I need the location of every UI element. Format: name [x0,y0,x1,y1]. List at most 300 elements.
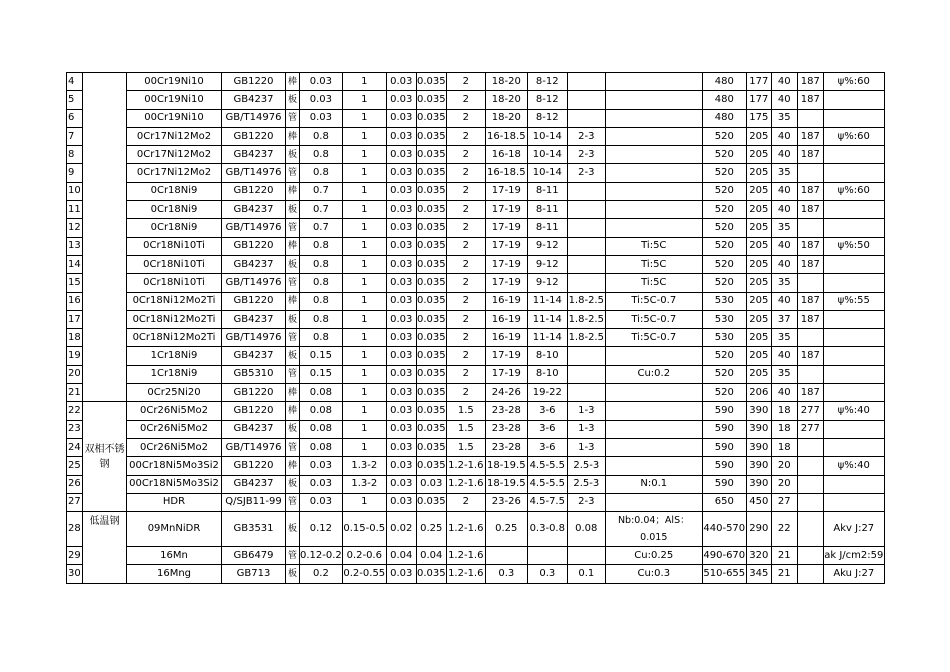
si-cell: 1 [342,420,386,438]
form-cell: 管 [286,219,300,237]
si-cell: 1 [342,127,386,145]
mn-cell: 1.2-1.6 [446,475,485,493]
mn-cell: 2 [446,201,485,219]
row-number-cell: 14 [67,255,83,273]
elongation-cell: 40 [771,182,797,200]
form-cell: 管 [286,109,300,127]
s-cell: 0.035 [416,127,446,145]
table-row [67,146,885,164]
remark-cell [823,164,884,182]
elongation-cell: 35 [771,274,797,292]
mo-cell: 1.8-2.5 [567,292,605,310]
table-row [67,384,885,402]
p-cell: 0.03 [386,438,416,456]
table-row [67,127,885,145]
standard-cell: GB4237 [222,91,286,109]
grade-cell: 0Cr26Ni5Mo2 [127,420,222,438]
remark-cell [823,365,884,383]
hardness-cell [797,475,823,493]
mn-cell: 1.5 [446,438,485,456]
mo-cell: 1-3 [567,420,605,438]
c-cell: 0.03 [300,457,343,475]
tensile-strength-cell: 520 [702,237,746,255]
cr-cell: 18-20 [485,73,527,91]
c-cell: 0.03 [300,493,343,511]
other-element-cell: Ti:5C-0.7 [605,292,702,310]
p-cell: 0.04 [386,547,416,565]
table-row [67,292,885,310]
elongation-cell: 35 [771,109,797,127]
other-element-cell [605,182,702,200]
other-element-cell [605,493,702,511]
ni-cell: 3-6 [527,402,567,420]
other-element-cell [605,438,702,456]
ni-cell: 0.3 [527,565,567,583]
p-cell: 0.02 [386,512,416,547]
mo-cell: 2-3 [567,164,605,182]
grade-cell: 0Cr25Ni20 [127,384,222,402]
s-cell: 0.035 [416,146,446,164]
other-element-cell [605,384,702,402]
standard-cell: GB713 [222,565,286,583]
table-row [67,201,885,219]
grade-cell: 0Cr18Ni9 [127,219,222,237]
si-cell: 1 [342,91,386,109]
grade-cell: 1Cr18Ni9 [127,347,222,365]
s-cell: 0.035 [416,365,446,383]
row-number-cell: 4 [67,73,83,91]
hardness-cell: 187 [797,201,823,219]
s-cell: 0.03 [416,475,446,493]
grade-cell: 0Cr17Ni12Mo2 [127,146,222,164]
p-cell: 0.03 [386,493,416,511]
row-number-cell: 15 [67,274,83,292]
standard-cell: GB4237 [222,420,286,438]
material-spec-table [66,72,885,584]
remark-cell [823,493,884,511]
other-element-cell: Cu:0.3 [605,565,702,583]
tensile-strength-cell: 590 [702,438,746,456]
table-row [67,91,885,109]
remark-cell: Akv J:27 [823,512,884,547]
ni-cell: 8-12 [527,73,567,91]
row-number-cell: 11 [67,201,83,219]
ni-cell: 8-11 [527,182,567,200]
mn-cell: 1.5 [446,420,485,438]
yield-strength-cell: 205 [746,237,771,255]
ni-cell: 9-12 [527,274,567,292]
cr-cell: 23-26 [485,493,527,511]
row-number-cell: 27 [67,493,83,511]
form-cell: 管 [286,329,300,347]
yield-strength-cell: 205 [746,146,771,164]
ni-cell [527,547,567,565]
standard-cell: GB/T14976 [222,164,286,182]
mn-cell: 2 [446,164,485,182]
hardness-cell [797,365,823,383]
table-row [67,547,885,565]
tensile-strength-cell: 590 [702,475,746,493]
cr-cell: 17-19 [485,219,527,237]
tensile-strength-cell: 440-570 [702,512,746,547]
s-cell: 0.035 [416,438,446,456]
other-element-cell: Cu:0.2 [605,365,702,383]
ni-cell: 10-14 [527,146,567,164]
row-number-cell: 13 [67,237,83,255]
mo-cell: 2.5-3 [567,457,605,475]
form-cell: 棒 [286,127,300,145]
standard-cell: GB3531 [222,512,286,547]
mo-cell [567,237,605,255]
remark-cell: ψ%:40 [823,402,884,420]
elongation-cell: 18 [771,438,797,456]
ni-cell: 8-10 [527,347,567,365]
remark-cell [823,201,884,219]
cr-cell: 0.3 [485,565,527,583]
yield-strength-cell: 290 [746,512,771,547]
elongation-cell: 35 [771,365,797,383]
tensile-strength-cell: 520 [702,347,746,365]
mn-cell: 2 [446,109,485,127]
other-element-cell [605,457,702,475]
table-row [67,182,885,200]
remark-cell [823,91,884,109]
remark-cell [823,475,884,493]
si-cell: 1 [342,310,386,328]
mo-cell: 2-3 [567,127,605,145]
ni-cell: 9-12 [527,255,567,273]
elongation-cell: 40 [771,384,797,402]
form-cell: 棒 [286,402,300,420]
hardness-cell: 277 [797,420,823,438]
yield-strength-cell: 175 [746,109,771,127]
hardness-cell [797,512,823,547]
c-cell: 0.8 [300,310,343,328]
remark-cell [823,384,884,402]
mn-cell: 1.2-1.6 [446,547,485,565]
si-cell: 1 [342,329,386,347]
form-cell: 板 [286,565,300,583]
remark-cell: ψ%:40 [823,457,884,475]
other-element-cell [605,73,702,91]
group-cell-low-temp: 低温钢 [83,512,127,584]
cr-cell: 16-19 [485,329,527,347]
grade-cell: 1Cr18Ni9 [127,365,222,383]
grade-cell: 00Cr18Ni5Mo3Si2 [127,457,222,475]
cr-cell: 17-19 [485,201,527,219]
standard-cell: GB/T14976 [222,109,286,127]
yield-strength-cell: 205 [746,292,771,310]
cr-cell: 0.25 [485,512,527,547]
hardness-cell: 187 [797,146,823,164]
other-element-cell [605,91,702,109]
hardness-cell [797,109,823,127]
si-cell: 1 [342,292,386,310]
remark-cell: ψ%:60 [823,182,884,200]
other-element-cell: Ti:5C-0.7 [605,329,702,347]
elongation-cell: 21 [771,547,797,565]
yield-strength-cell: 205 [746,127,771,145]
grade-cell: 0Cr18Ni9 [127,182,222,200]
row-number-cell: 8 [67,146,83,164]
row-number-cell: 22 [67,402,83,420]
mn-cell: 2 [446,182,485,200]
row-number-cell: 12 [67,219,83,237]
s-cell: 0.035 [416,347,446,365]
c-cell: 0.03 [300,109,343,127]
grade-cell: 09MnNiDR [127,512,222,547]
row-number-cell: 23 [67,420,83,438]
p-cell: 0.03 [386,109,416,127]
grade-cell: 00Cr19Ni10 [127,73,222,91]
grade-cell: 0Cr17Ni12Mo2 [127,127,222,145]
p-cell: 0.03 [386,182,416,200]
form-cell: 板 [286,512,300,547]
si-cell: 0.2-0.55 [342,565,386,583]
yield-strength-cell: 177 [746,73,771,91]
cr-cell: 17-19 [485,274,527,292]
group-cell-duplex: 双相不锈钢 [83,402,127,512]
mo-cell: 1-3 [567,438,605,456]
cr-cell: 24-26 [485,384,527,402]
tensile-strength-cell: 590 [702,457,746,475]
ni-cell: 11-14 [527,292,567,310]
p-cell: 0.03 [386,164,416,182]
yield-strength-cell: 390 [746,457,771,475]
table-row [67,347,885,365]
elongation-cell: 40 [771,127,797,145]
si-cell: 0.15-0.5 [342,512,386,547]
mn-cell: 2 [446,384,485,402]
group-cell-austenitic [83,73,127,402]
elongation-cell: 40 [771,237,797,255]
c-cell: 0.8 [300,127,343,145]
table-row [67,310,885,328]
hardness-cell: 187 [797,91,823,109]
form-cell: 棒 [286,457,300,475]
remark-cell [823,219,884,237]
p-cell: 0.03 [386,219,416,237]
row-number-cell: 28 [67,512,83,547]
grade-cell: 16Mn [127,547,222,565]
cr-cell: 18-19.5 [485,475,527,493]
s-cell: 0.035 [416,109,446,127]
s-cell: 0.035 [416,237,446,255]
s-cell: 0.035 [416,255,446,273]
si-cell: 1 [342,201,386,219]
p-cell: 0.03 [386,565,416,583]
mo-cell: 0.08 [567,512,605,547]
cr-cell: 16-18 [485,146,527,164]
table-row [67,237,885,255]
tensile-strength-cell: 480 [702,91,746,109]
mo-cell: 0.1 [567,565,605,583]
mo-cell [567,182,605,200]
p-cell: 0.03 [386,274,416,292]
mo-cell [567,73,605,91]
mo-cell [567,201,605,219]
other-element-cell [605,109,702,127]
form-cell: 管 [286,493,300,511]
grade-cell: 0Cr26Ni5Mo2 [127,438,222,456]
row-number-cell: 6 [67,109,83,127]
other-element-cell: Cu:0.25 [605,547,702,565]
mo-cell [567,219,605,237]
hardness-cell [797,457,823,475]
grade-cell: 0Cr18Ni10Ti [127,255,222,273]
mo-cell [567,347,605,365]
other-element-cell: Ti:5C-0.7 [605,310,702,328]
standard-cell: GB5310 [222,365,286,383]
form-cell: 板 [286,420,300,438]
hardness-cell: 277 [797,402,823,420]
tensile-strength-cell: 520 [702,127,746,145]
hardness-cell: 187 [797,310,823,328]
cr-cell: 17-19 [485,237,527,255]
grade-cell: 00Cr18Ni5Mo3Si2 [127,475,222,493]
tensile-strength-cell: 520 [702,201,746,219]
form-cell: 板 [286,91,300,109]
row-number-cell: 5 [67,91,83,109]
table-row [67,402,885,420]
s-cell: 0.035 [416,402,446,420]
s-cell: 0.035 [416,493,446,511]
s-cell: 0.035 [416,310,446,328]
other-element-cell [605,201,702,219]
ni-cell: 9-12 [527,237,567,255]
remark-cell [823,146,884,164]
other-element-cell [605,146,702,164]
table-row [67,438,885,456]
other-element-cell [605,420,702,438]
grade-cell: 0Cr18Ni12Mo2Ti [127,310,222,328]
remark-cell [823,438,884,456]
s-cell: 0.035 [416,91,446,109]
ni-cell: 8-12 [527,91,567,109]
si-cell: 1 [342,402,386,420]
si-cell: 1 [342,237,386,255]
tensile-strength-cell: 520 [702,274,746,292]
yield-strength-cell: 320 [746,547,771,565]
remark-cell [823,329,884,347]
cr-cell: 16-19 [485,310,527,328]
hardness-cell: 187 [797,255,823,273]
elongation-cell: 40 [771,255,797,273]
ni-cell: 19-22 [527,384,567,402]
tensile-strength-cell: 480 [702,73,746,91]
p-cell: 0.03 [386,310,416,328]
ni-cell: 4.5-5.5 [527,475,567,493]
p-cell: 0.03 [386,237,416,255]
s-cell: 0.035 [416,164,446,182]
table-row [67,109,885,127]
table-row [67,457,885,475]
elongation-cell: 40 [771,347,797,365]
table-body [67,73,885,584]
hardness-cell: 187 [797,237,823,255]
remark-cell [823,109,884,127]
cr-cell: 17-19 [485,347,527,365]
mn-cell: 2 [446,255,485,273]
table-row [67,493,885,511]
c-cell: 0.8 [300,292,343,310]
standard-cell: GB/T14976 [222,438,286,456]
tensile-strength-cell: 510-655 [702,565,746,583]
elongation-cell: 27 [771,493,797,511]
grade-cell: HDR [127,493,222,511]
elongation-cell: 18 [771,402,797,420]
other-element-cell: Ti:5C [605,274,702,292]
remark-cell: ψ%:55 [823,292,884,310]
c-cell: 0.8 [300,329,343,347]
form-cell: 管 [286,365,300,383]
form-cell: 棒 [286,237,300,255]
mn-cell: 2 [446,310,485,328]
mo-cell: 1.8-2.5 [567,310,605,328]
yield-strength-cell: 205 [746,182,771,200]
c-cell: 0.7 [300,219,343,237]
mn-cell: 2 [446,329,485,347]
standard-cell: GB1220 [222,457,286,475]
si-cell: 1 [342,164,386,182]
grade-cell: 0Cr18Ni10Ti [127,274,222,292]
row-number-cell: 16 [67,292,83,310]
standard-cell: GB1220 [222,384,286,402]
row-number-cell: 7 [67,127,83,145]
hardness-cell [797,565,823,583]
c-cell: 0.8 [300,274,343,292]
form-cell: 管 [286,438,300,456]
c-cell: 0.08 [300,384,343,402]
mo-cell: 1-3 [567,402,605,420]
table-row [67,512,885,547]
cr-cell [485,547,527,565]
s-cell: 0.035 [416,292,446,310]
si-cell: 1 [342,493,386,511]
yield-strength-cell: 205 [746,255,771,273]
p-cell: 0.03 [386,73,416,91]
yield-strength-cell: 205 [746,365,771,383]
other-element-cell: N:0.1 [605,475,702,493]
elongation-cell: 21 [771,565,797,583]
p-cell: 0.03 [386,292,416,310]
mo-cell [567,547,605,565]
standard-cell: GB1220 [222,402,286,420]
yield-strength-cell: 390 [746,475,771,493]
ni-cell: 4.5-7.5 [527,493,567,511]
row-number-cell: 17 [67,310,83,328]
yield-strength-cell: 177 [746,91,771,109]
s-cell: 0.04 [416,547,446,565]
table-row [67,274,885,292]
tensile-strength-cell: 590 [702,402,746,420]
mn-cell: 2 [446,274,485,292]
mo-cell [567,255,605,273]
mn-cell: 2 [446,292,485,310]
yield-strength-cell: 390 [746,438,771,456]
si-cell: 1.3-2 [342,457,386,475]
si-cell: 1 [342,182,386,200]
c-cell: 0.7 [300,182,343,200]
ni-cell: 8-11 [527,201,567,219]
s-cell: 0.035 [416,457,446,475]
other-element-cell [605,402,702,420]
mn-cell: 2 [446,347,485,365]
cr-cell: 23-28 [485,420,527,438]
yield-strength-cell: 390 [746,420,771,438]
si-cell: 1 [342,438,386,456]
tensile-strength-cell: 520 [702,146,746,164]
